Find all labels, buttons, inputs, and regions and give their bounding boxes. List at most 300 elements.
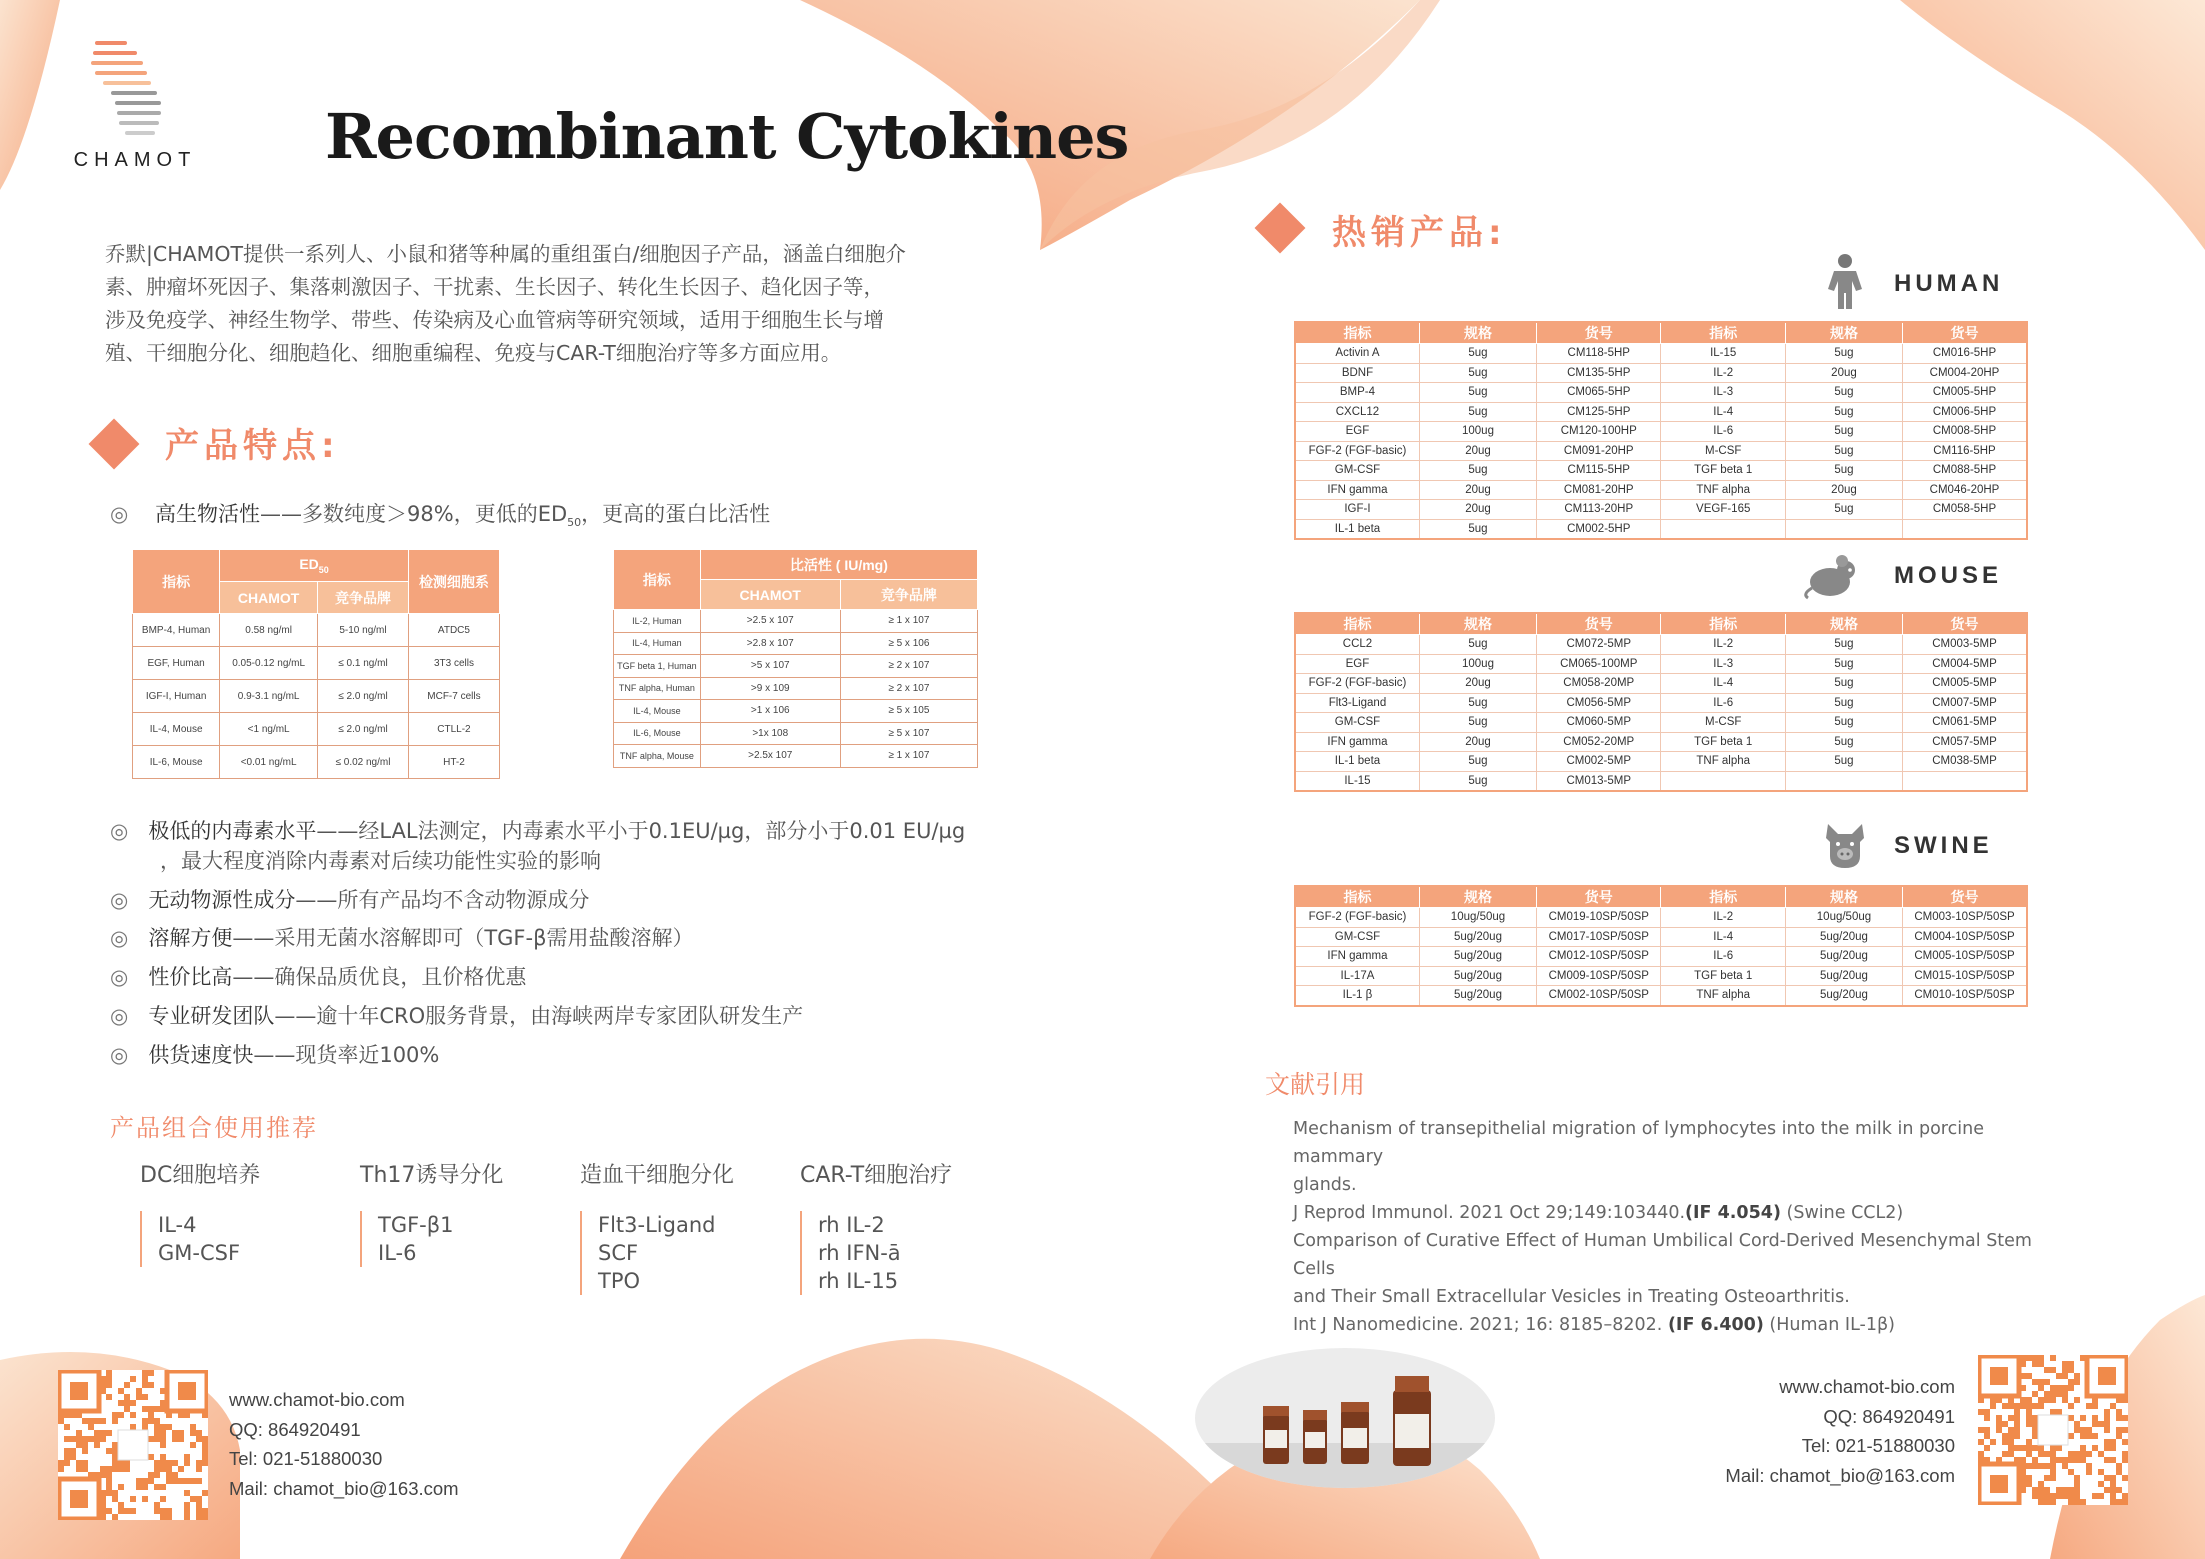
table-cell: >9 x 109	[700, 677, 840, 700]
table-cell: BDNF	[1295, 363, 1419, 383]
table-row	[1295, 422, 2027, 442]
table-cell: 0.9-3.1 ng/mL	[220, 680, 318, 713]
table-row	[1295, 908, 2027, 928]
table-cell: CM005-10SP/50SP	[1903, 947, 2027, 967]
feature-item	[110, 961, 526, 991]
table-cell: 5ug/20ug	[1419, 947, 1536, 967]
table-cell: 5ug	[1419, 752, 1536, 772]
feature-item	[110, 884, 589, 914]
table-cell: IGF-I	[1295, 500, 1419, 520]
table-cell: Activin A	[1295, 344, 1419, 364]
table-cell: 5ug	[1419, 344, 1536, 364]
feature-item	[110, 1039, 439, 1069]
brand-name: CHAMOT	[73, 149, 197, 171]
table-row	[1295, 363, 2027, 383]
qr-code-left	[58, 1370, 208, 1520]
mouse-icon	[1800, 550, 1862, 600]
table-cell: 5-10 ng/ml	[318, 614, 409, 647]
table-cell: TNF alpha, Human	[614, 677, 701, 700]
activity-table	[613, 549, 978, 768]
table-cell: ≤ 0.02 ng/ml	[318, 746, 409, 779]
reference-note: (Human IL-1β)	[1763, 1315, 1895, 1335]
table-cell: IL-1 beta	[1295, 519, 1419, 539]
table-cell: IL-6, Mouse	[614, 722, 701, 745]
table-cell: >5 x 107	[700, 655, 840, 678]
table-cell: CM088-5HP	[1903, 461, 2027, 481]
table-cell: CM081-20HP	[1537, 480, 1661, 500]
table-cell: 5ug	[1419, 713, 1536, 733]
bullet-icon: ◎	[110, 965, 129, 989]
feature-key: 溶解方便	[148, 926, 233, 950]
table-row	[1295, 461, 2027, 481]
feature-key: 无动物源性成分	[148, 888, 296, 912]
combo-group	[360, 1158, 503, 1267]
human-label: HUMAN	[1894, 270, 2004, 297]
table-cell: CM009-10SP/50SP	[1537, 966, 1661, 986]
feature-key: 性价比高	[148, 965, 233, 989]
table-cell: IL-17A	[1295, 966, 1419, 986]
table-cell: CM038-5MP	[1903, 752, 2027, 772]
activity-header-comp: 竞争品牌	[840, 580, 977, 610]
table-cell: CM003-10SP/50SP	[1903, 908, 2027, 928]
intro-line: 殖、干细胞分化、细胞趋化、细胞重编程、免疫与CAR-T细胞治疗等多方面应用。	[105, 341, 842, 365]
table-cell: CM058-5HP	[1903, 500, 2027, 520]
table-cell: 20ug	[1419, 500, 1536, 520]
table-row	[614, 745, 978, 768]
table-cell: Flt3-Ligand	[1295, 693, 1419, 713]
reference-cite: Int J Nanomedicine. 2021; 16: 8185–8202.	[1293, 1315, 1668, 1335]
table-cell: IL-4	[1661, 402, 1785, 422]
table-row	[1295, 927, 2027, 947]
table-row	[1295, 966, 2027, 986]
contact-qq: QQ: 864920491	[229, 1418, 361, 1440]
table-cell: >2.5 x 107	[700, 610, 840, 633]
table-cell: CM008-5HP	[1903, 422, 2027, 442]
table-header: 货号	[1537, 613, 1661, 635]
ed50-header-comp: 竞争品牌	[318, 582, 409, 614]
table-cell: ATDC5	[408, 614, 499, 647]
feature-item	[110, 922, 694, 952]
table-cell: FGF-2 (FGF-basic)	[1295, 674, 1419, 694]
table-row	[614, 610, 978, 633]
feature-item	[110, 1000, 803, 1030]
feature-text: ——采用无菌水溶解即可（TGF-β需用盐酸溶解）	[232, 926, 694, 950]
table-cell	[1661, 771, 1785, 791]
table-cell: IFN gamma	[1295, 947, 1419, 967]
bullet-icon: ◎	[110, 1043, 129, 1067]
table-cell: 5ug/20ug	[1419, 927, 1536, 947]
table-cell: CXCL12	[1295, 402, 1419, 422]
table-cell: CM006-5HP	[1903, 402, 2027, 422]
table-cell: CTLL-2	[408, 713, 499, 746]
table-cell: 5ug	[1419, 383, 1536, 403]
table-cell: IL-4, Mouse	[133, 713, 220, 746]
combo-group	[140, 1158, 260, 1267]
page-title: Recombinant Cytokines	[325, 100, 1129, 173]
table-cell	[1903, 519, 2027, 539]
table-cell: CM072-5MP	[1537, 635, 1661, 655]
contact-mail[interactable]: Mail: chamot_bio@163.com	[1725, 1464, 1955, 1486]
table-header: 指标	[1295, 322, 1419, 344]
contact-tel: Tel: 021-51880030	[229, 1448, 383, 1469]
table-cell	[1903, 771, 2027, 791]
table-cell: ≥ 2 x 107	[840, 677, 977, 700]
table-cell: FGF-2 (FGF-basic)	[1295, 441, 1419, 461]
table-cell: 20ug	[1419, 441, 1536, 461]
table-header: 货号	[1903, 886, 2027, 908]
table-cell: ≤ 2.0 ng/ml	[318, 680, 409, 713]
table-cell: IL-2	[1661, 363, 1785, 383]
table-cell: IL-4	[1661, 674, 1785, 694]
table-header: 规格	[1785, 886, 1902, 908]
bullet-icon: ◎	[110, 819, 129, 843]
table-row	[133, 713, 500, 746]
mouse-table	[1294, 612, 2028, 792]
table-cell: 5ug	[1419, 363, 1536, 383]
table-cell: M-CSF	[1661, 713, 1785, 733]
feature-key: 极低的内毒素水平	[148, 819, 317, 843]
table-cell: 20ug	[1785, 363, 1902, 383]
table-row	[1295, 771, 2027, 791]
feature-text: ——经LAL法测定，内毒素水平小于0.1EU/µg，部分小于0.01 EU/µg	[316, 819, 966, 843]
table-cell: CM002-5MP	[1537, 752, 1661, 772]
activity-header-chamot: CHAMOT	[700, 580, 840, 610]
table-cell: IGF-I, Human	[133, 680, 220, 713]
contact-qq: QQ: 864920491	[1823, 1405, 1955, 1427]
reference-title: Comparison of Curative Effect of Human Umbilical Cord-Derived Mesenchymal Stem Cells	[1293, 1231, 2032, 1279]
table-cell: TNF alpha	[1661, 986, 1785, 1006]
intro-paragraph	[105, 238, 985, 370]
feature-text: ——多数纯度＞98%，更低的ED	[260, 502, 568, 526]
combo-item: TGF-β1	[378, 1213, 454, 1237]
contact-web[interactable]: www.chamot-bio.com	[1779, 1376, 1955, 1397]
ed50-header-chamot: CHAMOT	[220, 582, 318, 614]
table-cell: TGF beta 1, Human	[614, 655, 701, 678]
table-cell: 5ug	[1785, 402, 1902, 422]
table-cell: EGF	[1295, 654, 1419, 674]
table-cell: TGF beta 1	[1661, 732, 1785, 752]
table-cell: EGF	[1295, 422, 1419, 442]
table-cell: IL-1 β	[1295, 986, 1419, 1006]
table-cell	[1785, 771, 1902, 791]
table-cell: 5ug	[1419, 635, 1536, 655]
table-cell: 20ug	[1419, 674, 1536, 694]
table-header-row	[1295, 613, 2027, 635]
combo-group	[800, 1158, 952, 1295]
chamot-logo	[55, 25, 215, 180]
table-cell: 5ug	[1785, 500, 1902, 520]
table-cell: 0.58 ng/ml	[220, 614, 318, 647]
table-cell: CM004-5MP	[1903, 654, 2027, 674]
table-cell: IL-3	[1661, 383, 1785, 403]
contact-web[interactable]: www.chamot-bio.com	[229, 1389, 405, 1410]
table-cell: M-CSF	[1661, 441, 1785, 461]
table-cell: 5ug	[1785, 422, 1902, 442]
table-row	[1295, 986, 2027, 1006]
combo-item: IL-4	[158, 1213, 197, 1237]
reference-2	[1293, 1227, 2053, 1339]
table-header: 指标	[1295, 886, 1419, 908]
reference-title: and Their Small Extracellular Vesicles in Treating Osteoarthritis.	[1293, 1287, 1850, 1307]
table-cell: CM056-5MP	[1537, 693, 1661, 713]
table-cell: 5ug/20ug	[1785, 947, 1902, 967]
table-cell: CM004-20HP	[1903, 363, 2027, 383]
table-row	[133, 614, 500, 647]
table-row	[1295, 713, 2027, 733]
reference-title: glands.	[1293, 1175, 1357, 1195]
table-cell: 10ug/50ug	[1785, 908, 1902, 928]
table-cell: CM125-5HP	[1537, 402, 1661, 422]
human-icon	[1822, 253, 1868, 311]
ed50-header-cell: 检测细胞系	[408, 550, 499, 614]
table-cell: ≤ 2.0 ng/ml	[318, 713, 409, 746]
table-cell: FGF-2 (FGF-basic)	[1295, 908, 1419, 928]
feature-text: ——所有产品均不含动物源成分	[295, 888, 590, 912]
table-cell: IL-1 beta	[1295, 752, 1419, 772]
reference-if: (IF 6.400)	[1667, 1315, 1764, 1335]
table-cell: CM118-5HP	[1537, 344, 1661, 364]
combo-item: IL-6	[378, 1241, 417, 1265]
table-cell: 5ug	[1785, 383, 1902, 403]
table-row	[1295, 441, 2027, 461]
feature-text: ——逾十年CRO服务背景，由海峡两岸专家团队研发生产	[274, 1004, 804, 1028]
table-cell: ≤ 0.1 ng/ml	[318, 647, 409, 680]
table-cell: >1 x 106	[700, 700, 840, 723]
table-cell: BMP-4, Human	[133, 614, 220, 647]
table-cell: CM004-10SP/50SP	[1903, 927, 2027, 947]
combo-title: CAR-T细胞治疗	[800, 1163, 953, 1188]
feature-key: 供货速度快	[148, 1043, 254, 1067]
table-cell: 5ug/20ug	[1785, 927, 1902, 947]
feature-text: ——现货率近100%	[253, 1043, 440, 1067]
table-row	[1295, 344, 2027, 364]
feature-key: 专业研发团队	[148, 1004, 275, 1028]
table-cell: IL-6	[1661, 947, 1785, 967]
table-cell: 5ug	[1785, 693, 1902, 713]
table-cell: >1x 108	[700, 722, 840, 745]
table-cell: GM-CSF	[1295, 927, 1419, 947]
table-row	[614, 700, 978, 723]
table-cell: IL-6	[1661, 422, 1785, 442]
hot-heading: 热销产品:	[1332, 213, 1507, 253]
intro-line: 涉及免疫学、神经生物学、带些、传染病及心血管病等研究领域，适用于细胞生长与增	[105, 308, 884, 332]
table-cell: IL-2	[1661, 908, 1785, 928]
activity-header-index: 指标	[614, 550, 701, 610]
table-header: 规格	[1419, 886, 1536, 908]
mouse-label: MOUSE	[1894, 562, 2003, 589]
table-header: 规格	[1419, 322, 1536, 344]
swine-icon	[1822, 820, 1868, 872]
table-cell: IL-15	[1661, 344, 1785, 364]
table-cell: 3T3 cells	[408, 647, 499, 680]
table-cell: IL-4	[1661, 927, 1785, 947]
table-cell: ≥ 1 x 107	[840, 610, 977, 633]
table-cell: EGF, Human	[133, 647, 220, 680]
bullet-icon: ◎	[110, 1004, 129, 1028]
table-row	[1295, 654, 2027, 674]
table-row	[1295, 732, 2027, 752]
table-header: 货号	[1903, 613, 2027, 635]
combo-item: TPO	[598, 1269, 641, 1293]
table-header: 指标	[1295, 613, 1419, 635]
table-cell: 5ug	[1785, 344, 1902, 364]
table-row	[1295, 402, 2027, 422]
table-row	[1295, 635, 2027, 655]
feature-key: 高生物活性	[155, 502, 261, 526]
table-cell: BMP-4	[1295, 383, 1419, 403]
table-cell: 0.05-0.12 ng/mL	[220, 647, 318, 680]
table-cell: 5ug	[1419, 693, 1536, 713]
table-cell: IL-2	[1661, 635, 1785, 655]
table-cell: CM002-10SP/50SP	[1537, 986, 1661, 1006]
table-cell	[1661, 519, 1785, 539]
table-cell: 5ug	[1419, 771, 1536, 791]
references-heading: 文献引用	[1265, 1070, 1366, 1099]
bullet-icon: ◎	[110, 926, 129, 950]
table-cell: ≥ 1 x 107	[840, 745, 977, 768]
table-cell: 5ug	[1785, 441, 1902, 461]
table-cell: CM120-100HP	[1537, 422, 1661, 442]
combo-title: Th17诱导分化	[360, 1163, 504, 1188]
feature-continuation: ，最大程度消除内毒素对后续功能性实验的影响	[160, 849, 601, 873]
table-cell: 20ug	[1785, 480, 1902, 500]
table-cell: 20ug	[1419, 732, 1536, 752]
feature-text: ，更高的蛋白比活性	[581, 502, 771, 526]
combo-title: DC细胞培养	[140, 1163, 261, 1188]
feature-text: ——确保品质优良，且价格优惠	[232, 965, 527, 989]
table-cell: 5ug/20ug	[1785, 966, 1902, 986]
table-cell: 5ug	[1785, 674, 1902, 694]
contact-mail[interactable]: Mail: chamot_bio@163.com	[229, 1477, 459, 1499]
combo-item: Flt3-Ligand	[598, 1213, 716, 1237]
vials-icon	[1195, 1348, 1495, 1488]
table-cell: GM-CSF	[1295, 461, 1419, 481]
table-cell: >2.8 x 107	[700, 632, 840, 655]
dna-logo-icon	[55, 31, 215, 151]
table-cell	[1785, 519, 1902, 539]
table-cell: CM113-20HP	[1537, 500, 1661, 520]
table-header: 指标	[1661, 322, 1785, 344]
combo-item: SCF	[598, 1241, 639, 1265]
table-cell: CM046-20HP	[1903, 480, 2027, 500]
table-header: 规格	[1419, 613, 1536, 635]
feature-item	[110, 498, 770, 529]
qr-code-right	[1978, 1355, 2128, 1505]
table-cell: GM-CSF	[1295, 713, 1419, 733]
table-cell: 5ug	[1785, 752, 1902, 772]
table-header: 指标	[1661, 886, 1785, 908]
table-cell: <0.01 ng/mL	[220, 746, 318, 779]
table-cell: 5ug	[1785, 635, 1902, 655]
ed50-header-index: 指标	[133, 550, 220, 614]
table-cell: ≥ 2 x 107	[840, 655, 977, 678]
reference-cite: J Reprod Immunol. 2021 Oct 29;149:103440.	[1293, 1203, 1686, 1223]
table-row	[1295, 693, 2027, 713]
table-cell: 5ug/20ug	[1419, 966, 1536, 986]
table-cell: IL-15	[1295, 771, 1419, 791]
table-cell: 5ug	[1419, 402, 1536, 422]
table-cell: TGF beta 1	[1661, 461, 1785, 481]
hot-diamond-icon	[1255, 203, 1306, 254]
table-cell: IL-6	[1661, 693, 1785, 713]
table-cell: CM061-5MP	[1903, 713, 2027, 733]
ed50-subscript: 50	[567, 516, 582, 530]
table-cell: CM015-10SP/50SP	[1903, 966, 2027, 986]
table-cell: IL-6, Mouse	[133, 746, 220, 779]
table-cell: 100ug	[1419, 422, 1536, 442]
table-cell: 5ug	[1785, 732, 1902, 752]
table-cell: CM013-5MP	[1537, 771, 1661, 791]
table-cell: <1 ng/mL	[220, 713, 318, 746]
feature-item	[110, 815, 965, 845]
table-cell: CM007-5MP	[1903, 693, 2027, 713]
bullet-icon: ◎	[110, 888, 129, 912]
table-cell: CM058-20MP	[1537, 674, 1661, 694]
table-cell: CM091-20HP	[1537, 441, 1661, 461]
table-cell: ≥ 5 x 107	[840, 722, 977, 745]
table-cell: 100ug	[1419, 654, 1536, 674]
table-row	[133, 680, 500, 713]
reference-if: (IF 4.054)	[1685, 1203, 1781, 1223]
table-cell: IFN gamma	[1295, 732, 1419, 752]
activity-header-act: 比活性 ( IU/mg)	[700, 550, 977, 580]
table-cell: 5ug	[1785, 654, 1902, 674]
table-header: 规格	[1785, 613, 1902, 635]
table-header: 规格	[1785, 322, 1902, 344]
table-row	[133, 746, 500, 779]
table-cell: CM017-10SP/50SP	[1537, 927, 1661, 947]
table-cell: CM016-5HP	[1903, 344, 2027, 364]
reference-title: Mechanism of transepithelial migration of lymphocytes into the milk in porcine mammary	[1293, 1119, 1984, 1167]
table-cell: 20ug	[1419, 480, 1536, 500]
table-row	[614, 722, 978, 745]
reference-1	[1293, 1115, 2053, 1227]
table-row	[1295, 674, 2027, 694]
table-row	[1295, 519, 2027, 539]
table-cell: CM003-5MP	[1903, 635, 2027, 655]
contact-left	[229, 1385, 459, 1503]
features-diamond-icon	[89, 419, 140, 470]
table-row	[614, 632, 978, 655]
qr-code-icon	[58, 1370, 208, 1520]
human-table	[1294, 321, 2028, 540]
table-cell: CM005-5HP	[1903, 383, 2027, 403]
contact-right	[1660, 1372, 1955, 1490]
swine-label: SWINE	[1894, 832, 1993, 859]
table-header-row	[1295, 886, 2027, 908]
table-cell: IFN gamma	[1295, 480, 1419, 500]
table-cell: >2.5x 107	[700, 745, 840, 768]
table-row	[1295, 480, 2027, 500]
combo-item: rh IL-2	[818, 1213, 885, 1237]
table-cell: 5ug	[1419, 461, 1536, 481]
table-cell: ≥ 5 x 106	[840, 632, 977, 655]
table-cell: 5ug/20ug	[1785, 986, 1902, 1006]
qr-code-icon	[1978, 1355, 2128, 1505]
table-row	[1295, 947, 2027, 967]
table-cell: MCF-7 cells	[408, 680, 499, 713]
table-cell: CM057-5MP	[1903, 732, 2027, 752]
combo-item: rh IFN-ā	[818, 1241, 901, 1265]
table-cell: 5ug	[1419, 519, 1536, 539]
swine-table	[1294, 885, 2028, 1007]
reference-note: (Swine CCL2)	[1780, 1203, 1904, 1223]
features-heading: 产品特点:	[165, 426, 340, 466]
table-cell: CM002-5HP	[1537, 519, 1661, 539]
table-cell: 10ug/50ug	[1419, 908, 1536, 928]
table-cell: CM010-10SP/50SP	[1903, 986, 2027, 1006]
contact-tel: Tel: 021-51880030	[1801, 1435, 1955, 1456]
